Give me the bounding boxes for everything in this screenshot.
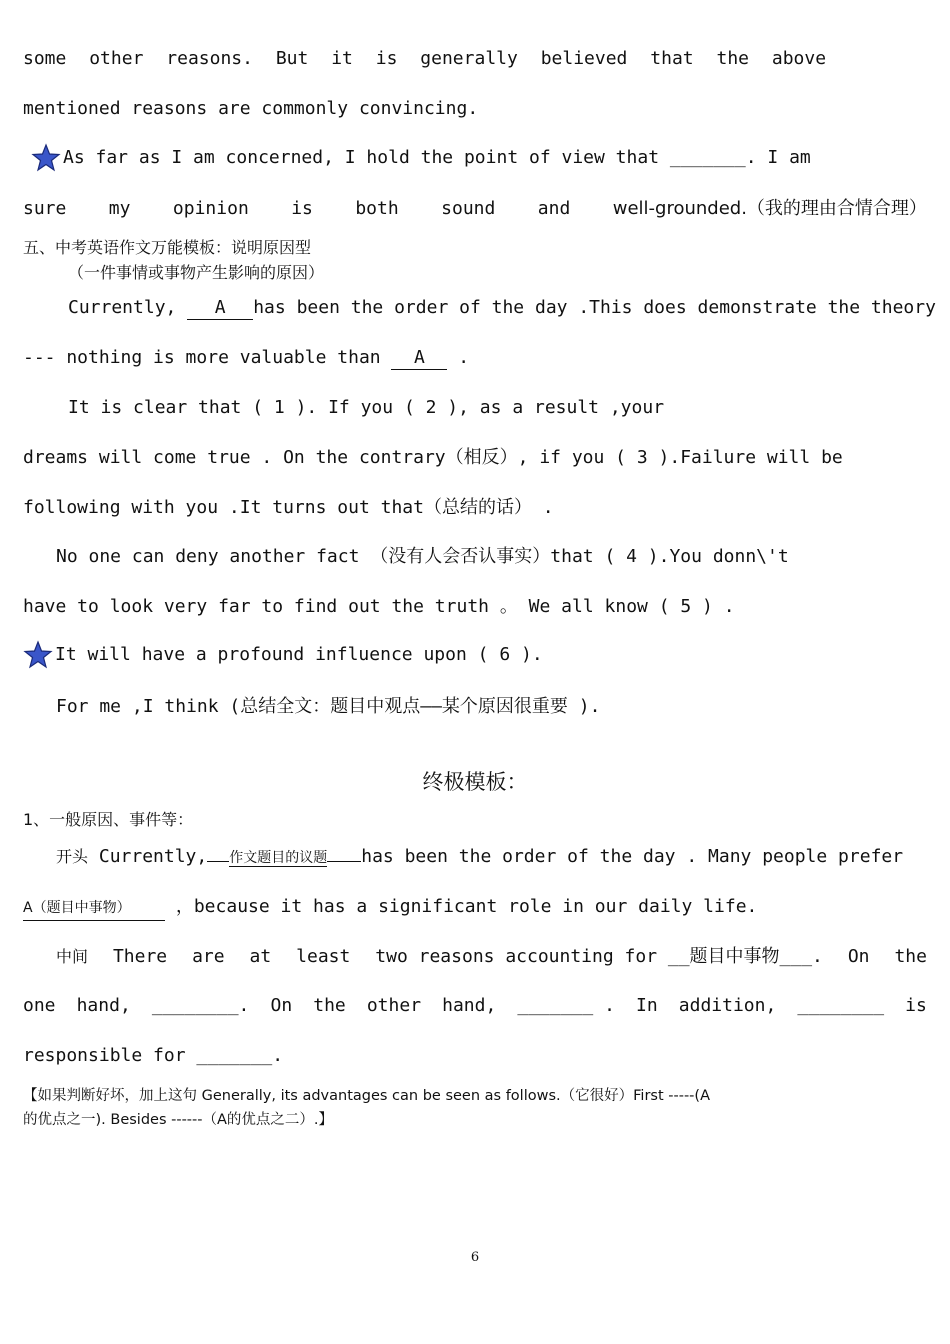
s5-line-1: Currently, A has been the order of the day .This does demonstrate the theory <box>68 297 936 318</box>
p1-line-1: some other reasons. But it is generally believed that the above <box>23 48 827 69</box>
s5-line-7: have to look very far to find out the truth 。 We all know ( 5 ) . <box>23 596 735 617</box>
s5-line-3: It is clear that ( 1 ). If you ( 2 ), as a result ,your <box>68 397 665 418</box>
p1-line-3: As far as I am concerned, I hold the point of view that _______. I am <box>31 143 935 173</box>
page-number: 6 <box>470 1250 480 1265</box>
blank-a: A <box>391 347 447 370</box>
u-line-4: one hand, ________. On the other hand, _______ . In addition, ________ is <box>23 995 927 1016</box>
blank-a: A <box>187 297 253 320</box>
u-line-3: 中间 There are at least two reasons accounting for __题目中事物___. On the <box>56 946 927 967</box>
star-icon <box>31 143 61 173</box>
u-line-1: 开头 Currently, 作文题目的议题 has been the order of the day . Many people prefer <box>56 846 904 867</box>
ultimate-heading: 1、一般原因、事件等： <box>23 810 194 829</box>
p1-line-2: mentioned reasons are commonly convincing. <box>23 98 479 119</box>
s5-line-2: --- nothing is more valuable than A . <box>23 347 470 368</box>
s5-line-9: For me ,I think (总结全文：题目中观点——某个原因很重要 ). <box>56 696 601 717</box>
section-subheading: （一件事情或事物产生影响的原因） <box>68 263 325 282</box>
page-title: 终极模板： <box>422 770 528 794</box>
s5-line-5: following with you .It turns out that（总结的话） . <box>23 497 554 518</box>
note-line-2: 的优点之一). Besides ------（A的优点之二）.】 <box>23 1112 334 1128</box>
p1-line-4: sure my opinion is both sound and well-grounded.（我的理由合情合理） <box>23 198 927 219</box>
u-line-5: responsible for _______. <box>23 1045 284 1066</box>
s5-line-4: dreams will come true . On the contrary（相反）, if you ( 3 ).Failure will be <box>23 447 843 468</box>
s5-line-6: No one can deny another fact （没有人会否认事实）that ( 4 ).You donn\'t <box>56 546 789 567</box>
note-line-1: 【如果判断好坏，加上这句 Generally, its advantages can be seen as follows.（它很好）First -----(A <box>23 1088 710 1104</box>
star-icon <box>23 640 53 670</box>
u-line-2: A（题目中事物） ，because it has a significant role in our daily life. <box>23 895 927 921</box>
section-heading: 五、中考英语作文万能模板：说明原因型 <box>23 238 312 257</box>
blank-a-topic: A（题目中事物） <box>23 896 165 921</box>
s5-line-8: It will have a profound influence upon ( 6 ). <box>23 640 927 670</box>
